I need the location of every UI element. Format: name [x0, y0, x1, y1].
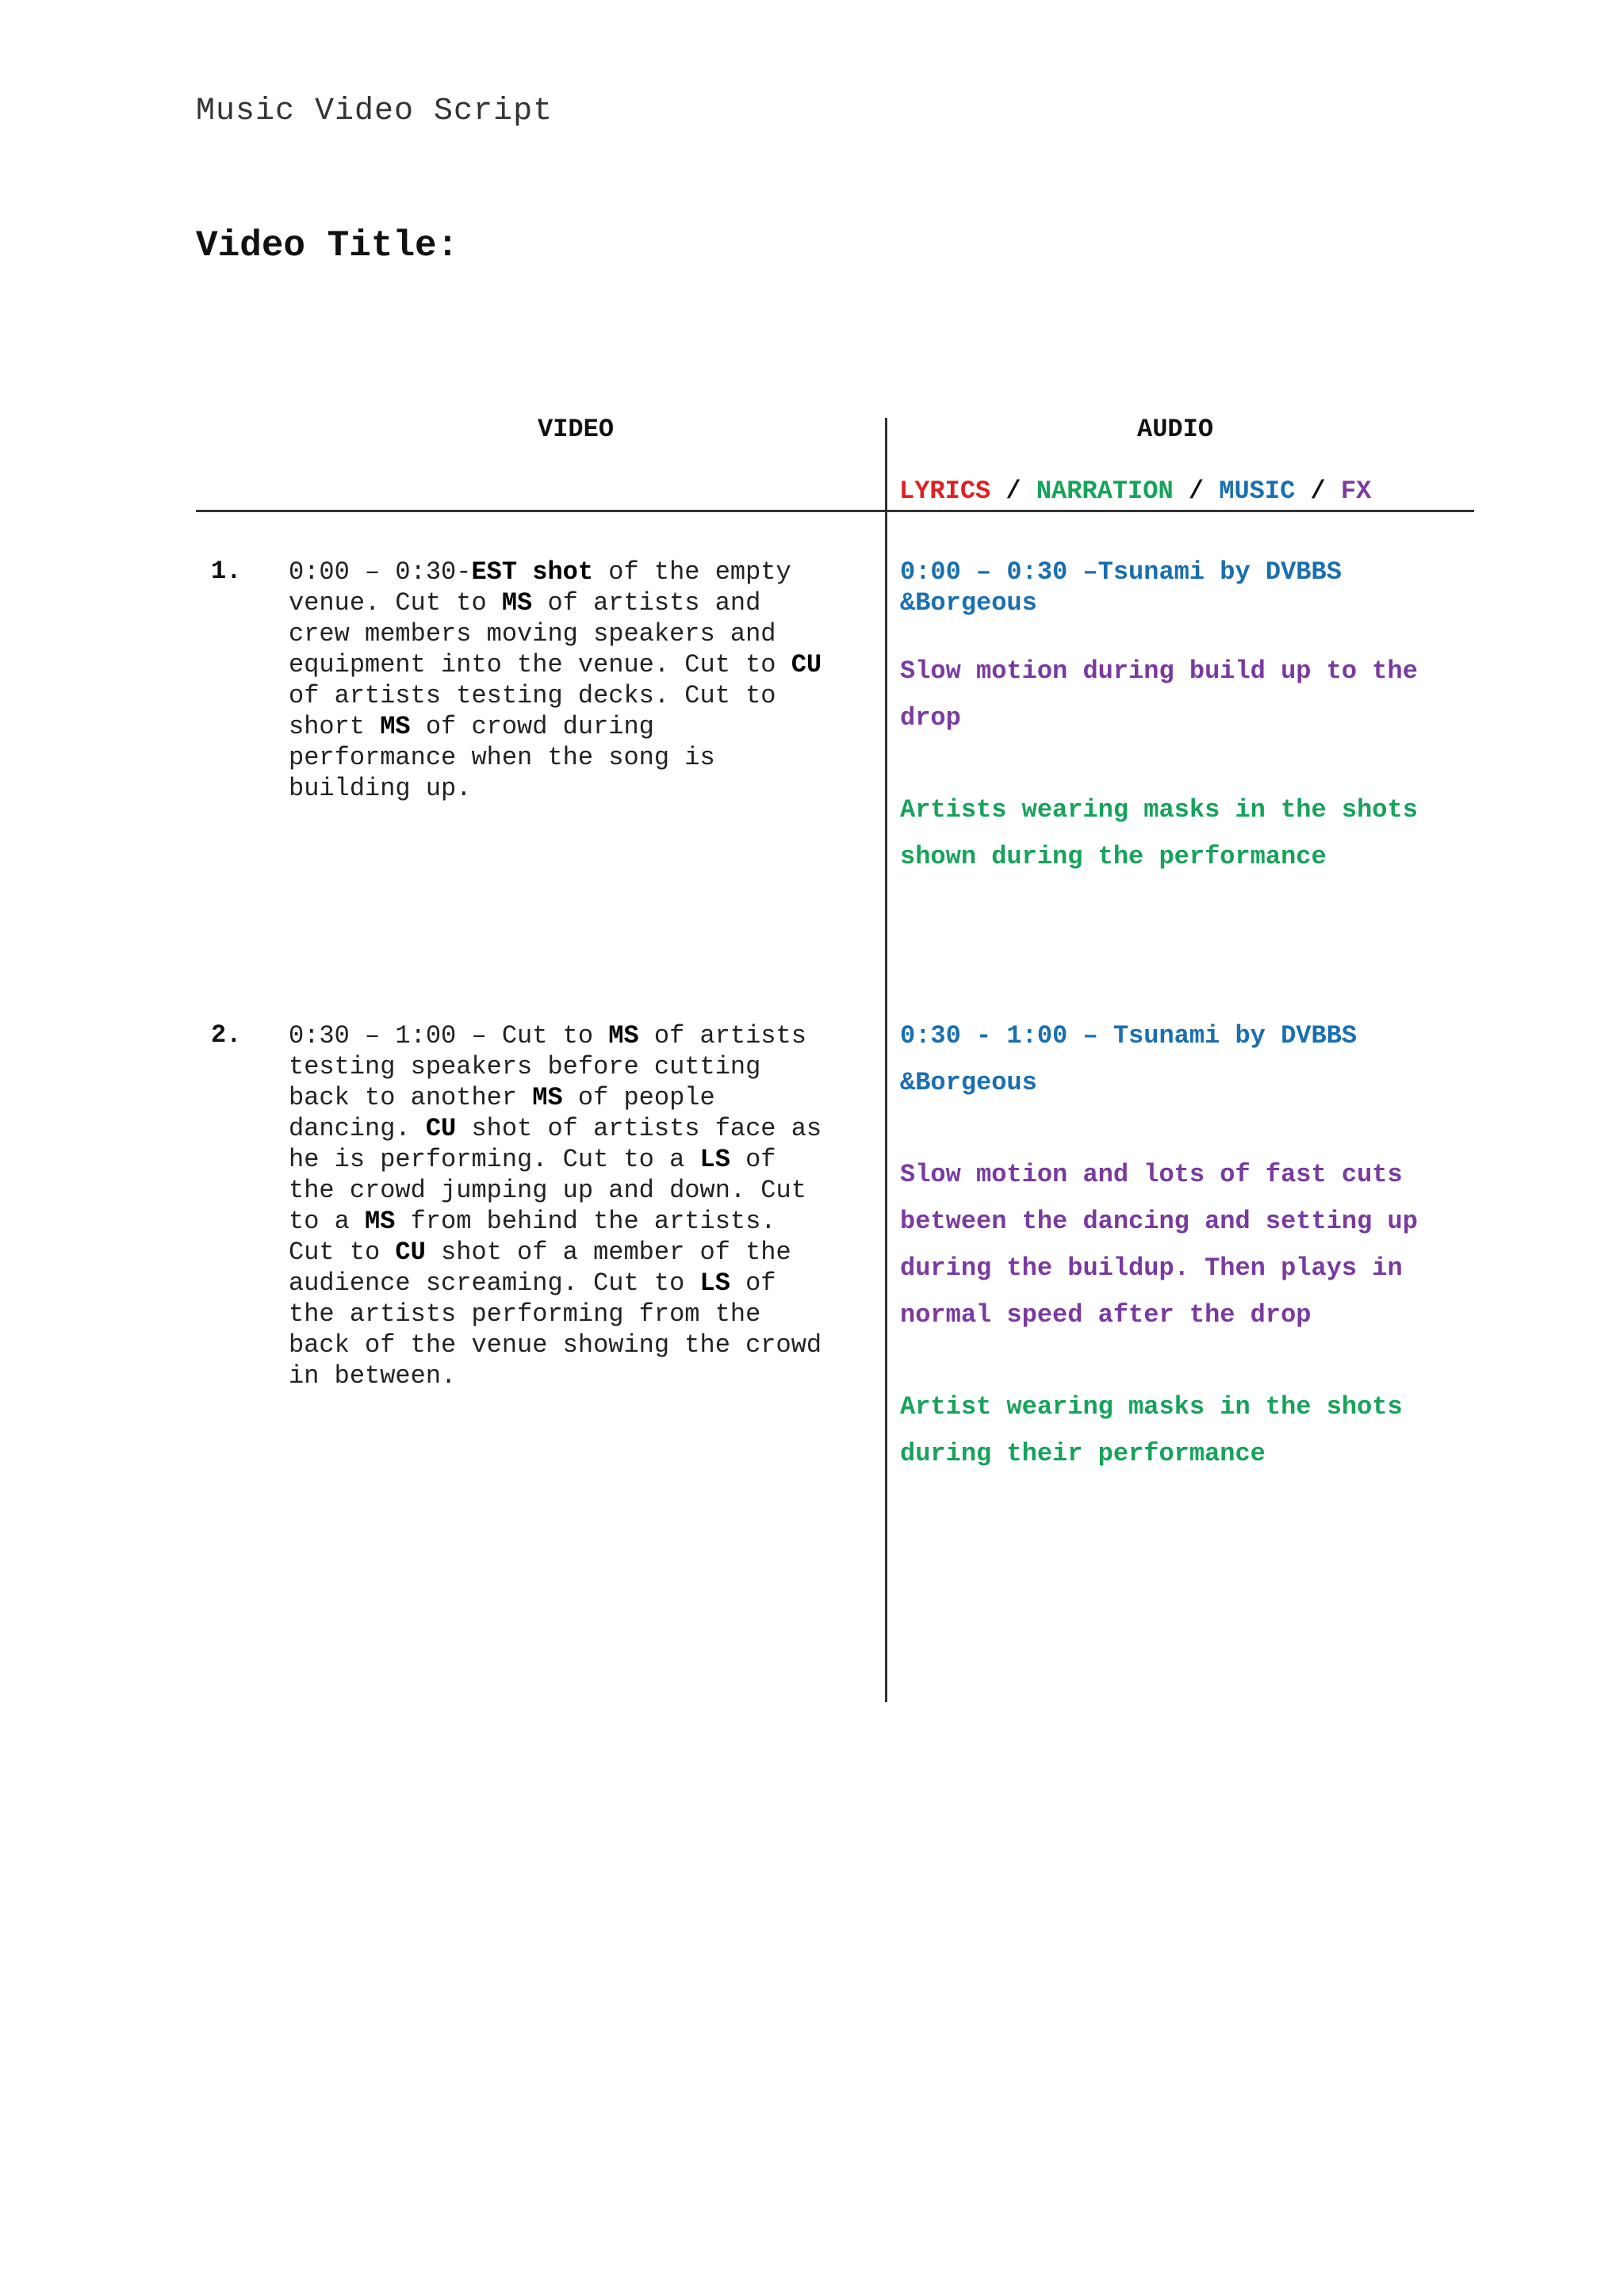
- document-header: Music Video Script: [196, 94, 553, 129]
- shot-term: MS: [501, 588, 533, 618]
- description-text: of crowd during performance when the song is building up.: [289, 712, 715, 803]
- legend-music: MUSIC: [1219, 476, 1296, 506]
- shot-term: MS: [365, 1207, 396, 1236]
- audio-column-heading: AUDIO: [1137, 415, 1214, 444]
- description-text: of artists and crew members moving speakers and equipment into the venue. Cut to: [289, 588, 776, 679]
- legend-lyrics: LYRICS: [899, 476, 991, 506]
- shot-term: EST shot: [471, 557, 594, 587]
- legend-separator: /: [1173, 476, 1220, 506]
- description-text: 0:30 – 1:00 – Cut to: [289, 1021, 609, 1050]
- shot-term: MS: [608, 1021, 639, 1050]
- shot-term: CU: [395, 1238, 426, 1267]
- audio-description: [900, 557, 1471, 880]
- description-text: of the crowd jumping up and down. Cut to a: [289, 1145, 806, 1236]
- audio-description: [900, 1012, 1471, 1477]
- description-text: 0:00 – 0:30-: [289, 557, 472, 587]
- video-column-heading: VIDEO: [538, 415, 615, 444]
- shot-term: CU: [791, 650, 822, 679]
- legend-narration: NARRATION: [1036, 476, 1174, 506]
- row-number: 2.: [211, 1020, 242, 1050]
- legend-fx: FX: [1340, 476, 1372, 506]
- video-description: [289, 1020, 875, 1391]
- video-description: [289, 557, 875, 804]
- audio-narration-cue: Artists wearing masks in the shots shown during the performance: [900, 795, 1418, 871]
- description-text: from behind the artists. Cut to: [289, 1207, 776, 1267]
- row-number: 1.: [211, 557, 242, 586]
- shot-term: MS: [532, 1083, 563, 1112]
- description-text: of artists testing decks. Cut to short: [289, 681, 776, 741]
- legend-separator: /: [990, 476, 1036, 506]
- description-text: shot of artists face as he is performing. Cut to a: [289, 1114, 822, 1174]
- audio-narration-cue: Artist wearing masks in the shots during their performance: [900, 1392, 1403, 1468]
- audio-music-cue: 0:00 – 0:30 –Tsunami by DVBBS &Borgeous: [900, 557, 1342, 618]
- legend-separator: /: [1295, 476, 1341, 506]
- shot-term: MS: [380, 712, 411, 741]
- description-text: of artists testing speakers before cutting back to another: [289, 1021, 806, 1112]
- shot-term: LS: [699, 1145, 730, 1174]
- audio-legend: [899, 476, 1371, 506]
- header-divider: [196, 510, 1474, 512]
- audio-fx-cue: Slow motion during build up to the drop: [900, 656, 1418, 733]
- shot-term: LS: [699, 1269, 730, 1298]
- audio-music-cue: 0:30 - 1:00 – Tsunami by DVBBS &Borgeous: [900, 1021, 1358, 1097]
- video-title-label: Video Title:: [196, 225, 459, 266]
- audio-fx-cue: Slow motion and lots of fast cuts between the dancing and setting up during the buildup. Then plays in normal speed after the drop: [900, 1160, 1418, 1330]
- column-divider: [885, 418, 887, 1702]
- description-text: of people dancing.: [289, 1083, 715, 1143]
- shot-term: CU: [425, 1114, 457, 1143]
- description-text: shot of a member of the audience screaming. Cut to: [289, 1238, 791, 1298]
- description-text: of the empty venue. Cut to: [289, 557, 791, 618]
- description-text: of the artists performing from the back of the venue showing the crowd in between.: [289, 1269, 822, 1391]
